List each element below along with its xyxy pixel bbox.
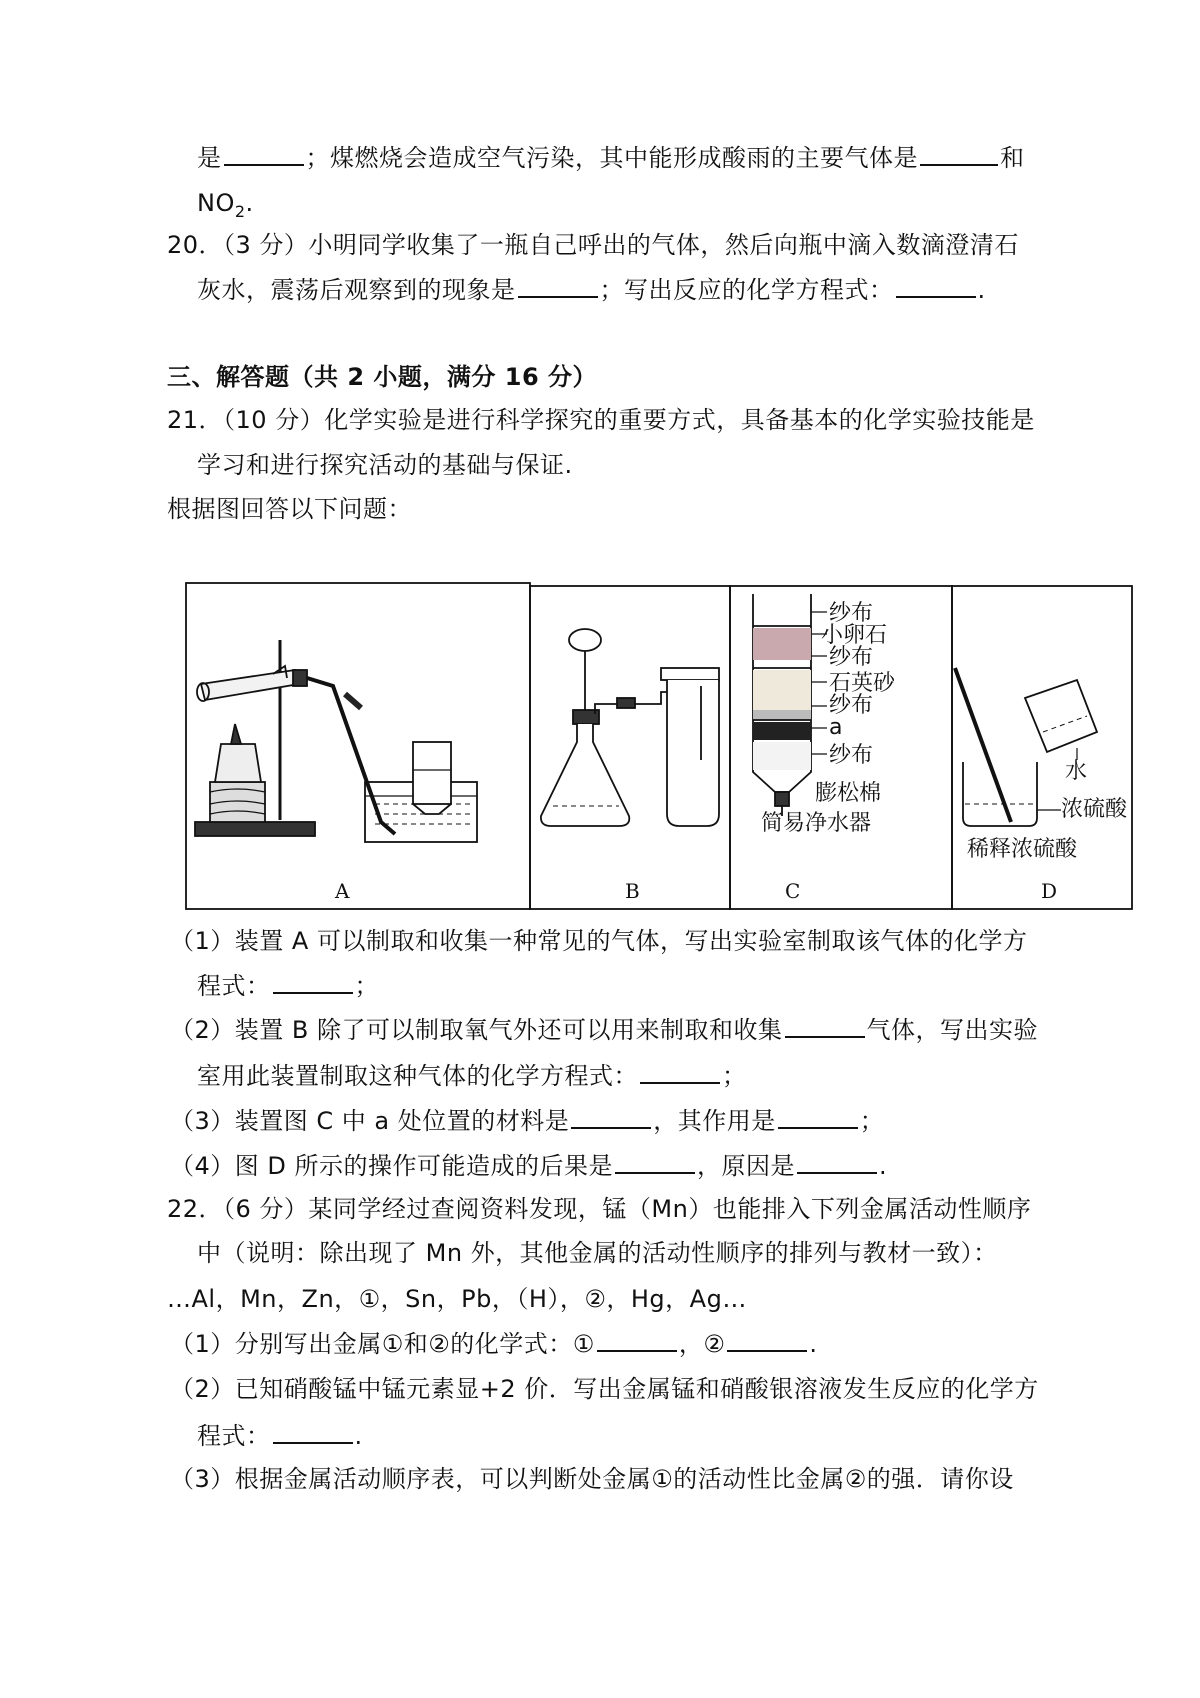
jar-shelf [413,804,451,814]
question-22-line2: 中（说明：除出现了 Mn 外，其他金属的活动性顺序的排列与教材一致）： [197,1239,998,1267]
pebble-layer [753,628,811,660]
q21-part1-line2 [197,968,379,1003]
panel-c-apparatus [753,594,896,903]
panel-d-apparatus [955,668,1128,903]
label-conc-acid: 浓硫酸 [1061,797,1128,822]
collecting-bottle [667,680,719,826]
text: . [977,276,986,304]
stand-base [195,822,315,836]
caption-d: D [1041,879,1058,903]
text: ；写出反应的化学方程式： [599,276,894,304]
caption-a: A [335,879,350,903]
text: 灰水，震荡后观察到的现象是 [197,276,516,304]
answer-blank[interactable] [785,1012,865,1038]
text-line [197,140,1025,175]
label-gauze-4: 纱布 [829,743,874,768]
label-gauze-3: 纱布 [829,693,874,718]
sand-layer [753,670,811,710]
rubber-connector [345,694,361,708]
gauze-layer [753,710,811,720]
text: 程式： [197,972,271,1000]
text: . [879,1152,888,1180]
outlet [775,792,789,806]
label-gauze-2: 纱布 [829,645,874,670]
answer-blank[interactable] [797,1148,877,1174]
funnel-bulb [569,629,601,651]
text: ； [354,972,379,1000]
answer-blank[interactable] [727,1326,807,1352]
text: （3）装置图 C 中 a 处位置的材料是 [170,1107,570,1135]
label-quartz-sand: 石英砂 [829,671,896,696]
lamp-wick [231,724,241,744]
text: ； [859,1107,885,1135]
gas-jar [413,742,451,804]
label-pebbles: 小卵石 [821,623,888,648]
q22-part1 [170,1326,817,1361]
q22-part3-line1: （3）根据金属活动顺序表，可以判断处金属①的活动性比金属②的强．请你设 [170,1465,1014,1493]
question-20-line1: 20．（3 分）小明同学收集了一瓶自己呼出的气体，然后向瓶中滴入数滴澄清石 [167,231,1019,259]
text: . [245,189,254,217]
subscript: 2 [234,201,246,221]
text: ，② [678,1330,726,1358]
answer-blank[interactable] [273,1418,353,1444]
q22-part2-line2 [197,1418,363,1453]
answer-blank[interactable] [571,1103,651,1129]
text: （1）分别写出金属①和②的化学式：① [170,1330,595,1358]
text: 和 [1000,144,1025,172]
answer-blank[interactable] [224,140,304,166]
carbon-layer [753,722,811,740]
question-20-line2 [197,272,986,307]
answer-blank[interactable] [518,272,598,298]
answer-blank[interactable] [920,140,998,166]
text: （2）装置 B 除了可以制取氧气外还可以用来制取和收集 [170,1016,783,1044]
tube-connector [617,698,635,708]
text: . [354,1422,363,1450]
label-water: 水 [1065,759,1088,784]
text: 气体，写出实验 [866,1016,1038,1044]
panel-b-apparatus [541,629,719,903]
q21-part3 [170,1103,884,1138]
q21-part2-line2 [197,1058,747,1093]
text: . [809,1330,818,1358]
panel-a-apparatus [195,640,477,903]
q22-part2-line1: （2）已知硝酸锰中锰元素显+2 价．写出金属锰和硝酸银溶液发生反应的化学方 [170,1375,1039,1403]
tube-stopper [293,670,307,686]
q21-part2-line1 [170,1012,1038,1047]
question-21-line2: 学习和进行探究活动的基础与保证. [197,451,573,479]
label-a: a [829,715,843,740]
text: 程式： [197,1422,271,1450]
q21-part1-line1: （1）装置 A 可以制取和收集一种常见的气体，写出实验室制取该气体的化学方 [170,927,1028,955]
label-cotton: 膨松棉 [815,781,882,806]
answer-blank[interactable] [615,1148,695,1174]
text: 室用此装置制取这种气体的化学方程式： [197,1062,638,1090]
answer-blank[interactable] [597,1326,677,1352]
answer-blank[interactable] [896,272,976,298]
answer-blank[interactable] [273,968,353,994]
label-dilute-acid: 稀释浓硫酸 [967,837,1078,862]
conical-flask [541,724,629,826]
text: ；煤燃烧会造成空气污染，其中能形成酸雨的主要气体是 [305,144,918,172]
test-tube [201,670,299,700]
bottle-cap [661,668,719,680]
text-line [197,186,254,229]
alcohol-lamp [215,744,261,782]
question-21-line1: 21．（10 分）化学实验是进行科学探究的重要方式，具备基本的化学实验技能是 [167,406,1035,434]
question-22-line1: 22．（6 分）某同学经过查阅资料发现，锰（Mn）也能排入下列金属活动性顺序 [167,1195,1032,1223]
q21-part4 [170,1148,887,1183]
text: ，原因是 [697,1152,796,1180]
label-water-purifier: 简易净水器 [761,811,872,836]
apparatus-figure [185,582,1133,910]
caption-c: C [785,879,801,903]
text: ； [722,1062,747,1090]
text: NO [197,189,235,217]
cotton-layer [753,742,811,770]
answer-blank[interactable] [778,1103,858,1129]
text: ，其作用是 [653,1107,776,1135]
label-gauze-1: 纱布 [829,601,874,626]
text: 是 [197,144,222,172]
text: （4）图 D 所示的操作可能造成的后果是 [170,1152,614,1180]
section-heading: 三、解答题（共 2 小题，满分 16 分） [167,363,598,391]
question-21-line3: 根据图回答以下问题： [167,495,412,523]
answer-blank[interactable] [640,1058,720,1084]
metal-activity-series: …Al，Mn，Zn，①，Sn，Pb，（H），②，Hg，Ag… [167,1285,747,1313]
caption-b: B [625,879,640,903]
